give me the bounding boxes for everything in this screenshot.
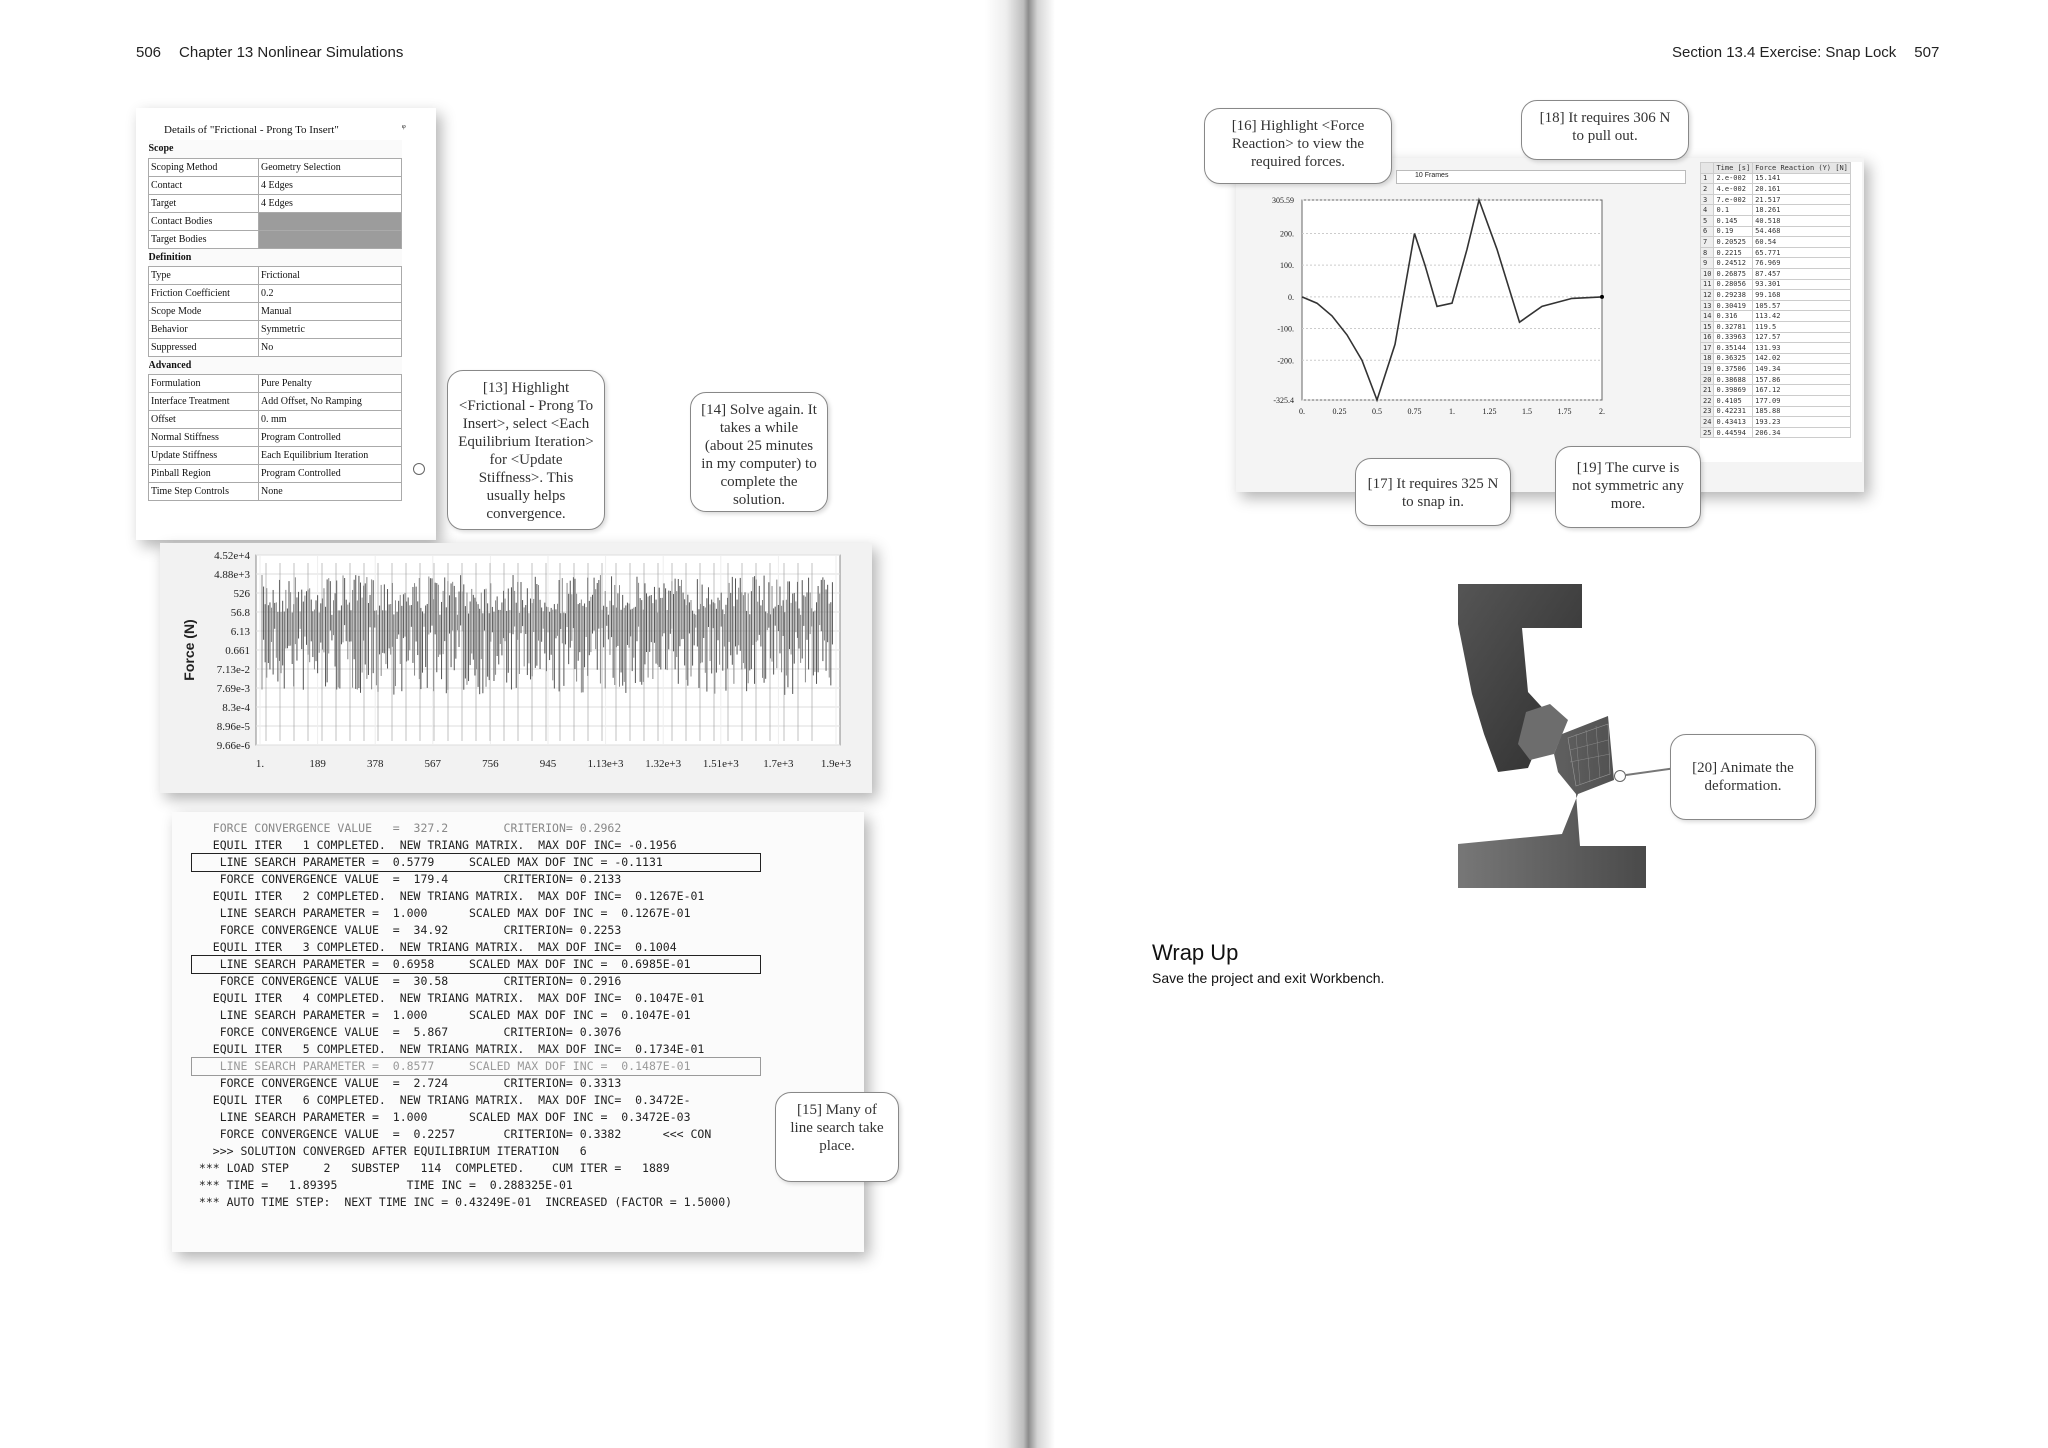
details-key: Contact: [149, 176, 259, 194]
tabular-data: [1700, 162, 1862, 462]
conv-y-tick: 8.96e-5: [216, 721, 250, 733]
details-row[interactable]: [149, 410, 402, 428]
details-table: [148, 140, 402, 501]
details-key: Pinball Region: [149, 464, 259, 482]
tabular-cell: 22: [1701, 396, 1714, 407]
tabular-cell: 8: [1701, 247, 1714, 258]
tabular-cell: 177.09: [1753, 396, 1851, 407]
details-title: Details of "Frictional - Prong To Insert": [164, 124, 339, 136]
tabular-cell: 167.12: [1753, 385, 1851, 396]
conv-x-tick: 189: [309, 758, 326, 770]
group-name: Advanced: [149, 356, 402, 374]
details-key: Contact Bodies: [149, 212, 259, 230]
tabular-cell: 21.517: [1753, 194, 1851, 205]
frames-label: 10 Frames: [1415, 172, 1449, 179]
solver-line: EQUIL ITER 6 COMPLETED. NEW TRIANG MATRIX. MAX DOF INC= 0.3472E-: [192, 1093, 691, 1107]
callout-14: [14] Solve again. It takes a while (about 25 minutes in my computer) to complete the solution.: [690, 392, 828, 512]
tabular-cell: 7.e-002: [1714, 194, 1753, 205]
tabular-cell: 20.161: [1753, 184, 1851, 195]
tabular-cell: 0.33963: [1714, 332, 1753, 343]
tabular-cell: 3: [1701, 194, 1714, 205]
tabular-row[interactable]: [1701, 417, 1851, 428]
tabular-cell: 157.86: [1753, 374, 1851, 385]
solver-output-panel: [172, 812, 864, 1252]
details-key: Normal Stiffness: [149, 428, 259, 446]
callout-17: [17] It requires 325 N to snap in.: [1355, 458, 1511, 526]
solver-line: EQUIL ITER 3 COMPLETED. NEW TRIANG MATRIX. MAX DOF INC= 0.1004: [192, 940, 677, 954]
solver-line: FORCE CONVERGENCE VALUE = 30.58 CRITERION= 0.2916: [192, 974, 622, 988]
details-key: Friction Coefficient: [149, 284, 259, 302]
tabular-cell: 0.20525: [1714, 237, 1753, 248]
details-row[interactable]: [149, 230, 402, 248]
callout-20: [20] Animate the deformation.: [1670, 734, 1816, 820]
tabular-cell: 0.24512: [1714, 258, 1753, 269]
tabular-cell: 0.39869: [1714, 385, 1753, 396]
conv-y-tick: 7.13e-2: [216, 664, 250, 676]
tabular-cell: 18: [1701, 353, 1714, 364]
callout-13: [13] Highlight <Frictional - Prong To Insert>, select <Each Equilibrium Iteration> for <Update Stiffness>. This usually helps convergence.: [447, 370, 605, 530]
tabular-cell: 15: [1701, 321, 1714, 332]
tabular-cell: 21: [1701, 385, 1714, 396]
tabular-row[interactable]: [1701, 173, 1851, 184]
solver-line: EQUIL ITER 5 COMPLETED. NEW TRIANG MATRIX. MAX DOF INC= 0.1734E-01: [192, 1042, 705, 1056]
force-x-tick: 1.75: [1557, 407, 1572, 416]
details-value[interactable]: Frictional: [259, 266, 402, 284]
force-y-tick: 305.59: [1272, 196, 1294, 205]
details-row[interactable]: [149, 320, 402, 338]
details-row[interactable]: [149, 464, 402, 482]
details-key: Behavior: [149, 320, 259, 338]
snap-lock-deformation-image: [1458, 584, 1646, 888]
tabular-cell: 2.e-002: [1714, 173, 1753, 184]
tabular-row[interactable]: [1701, 237, 1851, 248]
force-x-tick: 0.25: [1332, 407, 1347, 416]
tabular-row[interactable]: [1701, 205, 1851, 216]
left-page-number: 506: [136, 44, 162, 61]
tabular-cell: 149.34: [1753, 364, 1851, 375]
tabular-cell: 131.93: [1753, 343, 1851, 354]
details-value[interactable]: Symmetric: [259, 320, 402, 338]
tabular-cell: 0.36325: [1714, 353, 1753, 364]
callout-19: [19] The curve is not symmetric any more.: [1555, 446, 1701, 528]
tabular-cell: 12: [1701, 290, 1714, 301]
details-key: Type: [149, 266, 259, 284]
tabular-cell: 0.37506: [1714, 364, 1753, 375]
tabular-cell: 119.5: [1753, 321, 1851, 332]
tabular-cell: 19: [1701, 364, 1714, 375]
details-value[interactable]: None: [259, 482, 402, 500]
conv-y-tick: 8.3e-4: [222, 702, 250, 714]
pin-icon[interactable]: ᵠ: [402, 122, 406, 134]
tabular-row[interactable]: [1701, 385, 1851, 396]
tabular-cell: 10: [1701, 268, 1714, 279]
tabular-cell: 4.e-002: [1714, 184, 1753, 195]
force-x-tick: 1.: [1449, 407, 1455, 416]
tabular-cell: 1: [1701, 173, 1714, 184]
tabular-cell: 76.969: [1753, 258, 1851, 269]
conv-x-tick: 1.51e+3: [702, 758, 739, 770]
conv-x-tick: 1.32e+3: [645, 758, 682, 770]
tabular-row[interactable]: [1701, 311, 1851, 322]
solver-line: EQUIL ITER 1 COMPLETED. NEW TRIANG MATRIX. MAX DOF INC= -0.1956: [192, 838, 677, 852]
tabular-cell: 23: [1701, 406, 1714, 417]
tabular-cell: 0.145: [1714, 215, 1753, 226]
solver-line: FORCE CONVERGENCE VALUE = 327.2 CRITERION= 0.2962: [192, 821, 622, 835]
details-key: Target: [149, 194, 259, 212]
details-row[interactable]: [149, 428, 402, 446]
tabular-cell: 65.771: [1753, 247, 1851, 258]
details-row[interactable]: [149, 212, 402, 230]
tabular-cell: 193.23: [1753, 417, 1851, 428]
tabular-row[interactable]: [1701, 290, 1851, 301]
solver-line: *** AUTO TIME STEP: NEXT TIME INC = 0.43249E-01 INCREASED (FACTOR = 1.5000): [192, 1195, 733, 1209]
solver-line: LINE SEARCH PARAMETER = 0.6958 SCALED MAX DOF INC = 0.6985E-01: [192, 956, 760, 973]
tabular-cell: 93.301: [1753, 279, 1851, 290]
details-row[interactable]: [149, 338, 402, 356]
tabular-row[interactable]: [1701, 364, 1851, 375]
tabular-cell: 0.32781: [1714, 321, 1753, 332]
details-key: Formulation: [149, 374, 259, 392]
solver-line: FORCE CONVERGENCE VALUE = 179.4 CRITERION= 0.2133: [192, 872, 622, 886]
tabular-row[interactable]: [1701, 332, 1851, 343]
tabular-cell: 14: [1701, 311, 1714, 322]
tabular-data-table: [1700, 162, 1851, 438]
force-x-tick: 1.25: [1482, 407, 1497, 416]
conv-x-tick: 756: [482, 758, 499, 770]
tabular-cell: 24: [1701, 417, 1714, 428]
tabular-row[interactable]: [1701, 321, 1851, 332]
details-value[interactable]: Program Controlled: [259, 428, 402, 446]
details-value[interactable]: 0. mm: [259, 410, 402, 428]
force-y-tick: 0.: [1288, 292, 1294, 302]
tabular-cell: 0.35144: [1714, 343, 1753, 354]
group-name: Definition: [149, 248, 402, 266]
details-row[interactable]: [149, 284, 402, 302]
conv-x-tick: 945: [539, 758, 557, 770]
details-group-header[interactable]: [149, 248, 402, 266]
tabular-cell: 25: [1701, 427, 1714, 438]
tabular-cell: 13: [1701, 300, 1714, 311]
conv-y-tick: 56.8: [230, 607, 250, 619]
tabular-cell: 0.44594: [1714, 427, 1753, 438]
tabular-cell: 4: [1701, 205, 1714, 216]
details-key: Time Step Controls: [149, 482, 259, 500]
tabular-header-cell: Time [s]: [1714, 163, 1753, 174]
conv-y-tick: 526: [233, 588, 250, 600]
tabular-cell: 99.168: [1753, 290, 1851, 301]
conv-y-tick: 6.13: [230, 626, 250, 638]
conv-x-tick: 1.: [255, 758, 265, 770]
tabular-cell: 7: [1701, 237, 1714, 248]
tabular-row[interactable]: [1701, 353, 1851, 364]
tabular-cell: 9: [1701, 258, 1714, 269]
solver-line: LINE SEARCH PARAMETER = 0.5779 SCALED MAX DOF INC = -0.1131: [192, 854, 760, 871]
tabular-cell: 16: [1701, 332, 1714, 343]
tabular-row[interactable]: [1701, 279, 1851, 290]
tabular-row[interactable]: [1701, 226, 1851, 237]
force-end-marker: [1600, 295, 1604, 299]
details-key: Scope Mode: [149, 302, 259, 320]
details-value[interactable]: 0.2: [259, 284, 402, 302]
details-value[interactable]: Add Offset, No Ramping: [259, 392, 402, 410]
tabular-cell: 40.518: [1753, 215, 1851, 226]
details-row[interactable]: [149, 374, 402, 392]
tabular-cell: 113.42: [1753, 311, 1851, 322]
tabular-cell: 0.316: [1714, 311, 1753, 322]
tabular-row[interactable]: [1701, 215, 1851, 226]
force-y-tick: 200.: [1280, 229, 1294, 239]
tabular-cell: 11: [1701, 279, 1714, 290]
callout-18: [18] It requires 306 N to pull out.: [1521, 100, 1689, 160]
convergence-chart: [160, 543, 872, 793]
tabular-cell: 142.02: [1753, 353, 1851, 364]
conv-x-tick: 1.13e+3: [587, 758, 624, 770]
tabular-cell: 0.2215: [1714, 247, 1753, 258]
tabular-cell: 0.30419: [1714, 300, 1753, 311]
force-x-tick: 0.: [1299, 407, 1305, 416]
book-spine: [985, 0, 1055, 1448]
details-row[interactable]: [149, 446, 402, 464]
force-x-tick: 2.: [1599, 407, 1605, 416]
frames-dropdown[interactable]: [1396, 170, 1686, 184]
solver-line: LINE SEARCH PARAMETER = 0.8577 SCALED MAX DOF INC = 0.1487E-01: [192, 1058, 760, 1075]
solver-line: FORCE CONVERGENCE VALUE = 34.92 CRITERION= 0.2253: [192, 923, 622, 937]
solver-output-text: [192, 820, 864, 1211]
details-row[interactable]: [149, 302, 402, 320]
tabular-row[interactable]: [1701, 300, 1851, 311]
details-key: Update Stiffness: [149, 446, 259, 464]
force-y-tick: -100.: [1277, 324, 1294, 334]
solver-line: LINE SEARCH PARAMETER = 1.000 SCALED MAX DOF INC = 0.3472E-03: [192, 1110, 691, 1124]
tabular-cell: 60.54: [1753, 237, 1851, 248]
tabular-cell: 0.42231: [1714, 406, 1753, 417]
conv-x-tick: 1.9e+3: [820, 758, 852, 770]
details-row[interactable]: [149, 392, 402, 410]
force-reaction-chart: [1236, 186, 1696, 486]
solver-line: LINE SEARCH PARAMETER = 1.000 SCALED MAX DOF INC = 0.1267E-01: [192, 906, 691, 920]
tabular-row[interactable]: [1701, 258, 1851, 269]
callout-anchor-13: [413, 463, 425, 475]
details-group-header[interactable]: [149, 356, 402, 374]
section-title: Section 13.4 Exercise: Snap Lock: [1672, 44, 1897, 61]
details-key: Interface Treatment: [149, 392, 259, 410]
details-row[interactable]: [149, 194, 402, 212]
tabular-cell: 0.29238: [1714, 290, 1753, 301]
tabular-cell: 6: [1701, 226, 1714, 237]
tabular-cell: 17: [1701, 343, 1714, 354]
force-y-tick: -200.: [1277, 356, 1294, 366]
details-key: Suppressed: [149, 338, 259, 356]
callout-anchor-20: [1614, 770, 1626, 782]
chapter-title: Chapter 13 Nonlinear Simulations: [179, 44, 404, 61]
tabular-cell: 20: [1701, 374, 1714, 385]
force-y-tick: -325.4: [1273, 396, 1294, 405]
tabular-cell: 0.28056: [1714, 279, 1753, 290]
tabular-cell: 5: [1701, 215, 1714, 226]
solver-line: FORCE CONVERGENCE VALUE = 0.2257 CRITERION= 0.3382 <<< CON: [192, 1127, 712, 1141]
details-row[interactable]: [149, 176, 402, 194]
tabular-cell: 18.261: [1753, 205, 1851, 216]
force-x-tick: 1.5: [1522, 407, 1532, 416]
tabular-cell: 127.57: [1753, 332, 1851, 343]
details-value[interactable]: [259, 212, 402, 230]
conv-y-tick: 4.88e+3: [214, 569, 250, 581]
solver-line: EQUIL ITER 4 COMPLETED. NEW TRIANG MATRIX. MAX DOF INC= 0.1047E-01: [192, 991, 705, 1005]
tabular-cell: 0.43413: [1714, 417, 1753, 428]
tabular-row[interactable]: [1701, 194, 1851, 205]
tabular-cell: 0.4105: [1714, 396, 1753, 407]
tabular-row[interactable]: [1701, 343, 1851, 354]
group-name: Scope: [149, 140, 402, 158]
details-row[interactable]: [149, 482, 402, 500]
details-value[interactable]: Each Equilibrium Iteration: [259, 446, 402, 464]
tabular-cell: 2: [1701, 184, 1714, 195]
wrap-up-heading: Wrap Up: [1152, 940, 1239, 965]
force-x-tick: 0.5: [1372, 407, 1382, 416]
force-y-tick: 100.: [1280, 261, 1294, 271]
conv-x-tick: 567: [424, 758, 442, 770]
details-row[interactable]: [149, 158, 402, 176]
tabular-cell: 206.34: [1753, 427, 1851, 438]
callout-15: [15] Many of line search take place.: [775, 1092, 899, 1182]
conv-x-tick: 1.7e+3: [763, 758, 794, 770]
tabular-cell: 0.19: [1714, 226, 1753, 237]
tabular-cell: 15.141: [1753, 173, 1851, 184]
force-x-tick: 0.75: [1407, 407, 1422, 416]
solver-line: FORCE CONVERGENCE VALUE = 2.724 CRITERION= 0.3313: [192, 1076, 622, 1090]
wrap-up-text: Save the project and exit Workbench.: [1152, 970, 1385, 986]
tabular-cell: 54.468: [1753, 226, 1851, 237]
tabular-cell: 0.26875: [1714, 268, 1753, 279]
conv-y-tick: 7.69e-3: [216, 683, 250, 695]
force-reaction-panel: [1236, 158, 1864, 492]
right-running-header: [1672, 44, 1939, 61]
conv-y-axis-label: Force (N): [181, 619, 197, 681]
details-value[interactable]: Geometry Selection: [259, 158, 402, 176]
details-value[interactable]: Program Controlled: [259, 464, 402, 482]
tabular-row[interactable]: [1701, 406, 1851, 417]
solver-line: LINE SEARCH PARAMETER = 1.000 SCALED MAX DOF INC = 0.1047E-01: [192, 1008, 691, 1022]
solver-line: FORCE CONVERGENCE VALUE = 5.867 CRITERION= 0.3076: [192, 1025, 622, 1039]
tabular-cell: 0.1: [1714, 205, 1753, 216]
details-group-header[interactable]: [149, 140, 402, 158]
right-page-number: 507: [1914, 44, 1940, 61]
left-running-header: [136, 44, 403, 61]
tabular-row[interactable]: [1701, 268, 1851, 279]
details-value[interactable]: No: [259, 338, 402, 356]
tabular-row[interactable]: [1701, 374, 1851, 385]
details-value[interactable]: 4 Edges: [259, 176, 402, 194]
tabular-row[interactable]: [1701, 247, 1851, 258]
tabular-cell: 87.457: [1753, 268, 1851, 279]
conv-y-tick: 9.66e-6: [216, 740, 250, 752]
solver-line: EQUIL ITER 2 COMPLETED. NEW TRIANG MATRIX. MAX DOF INC= 0.1267E-01: [192, 889, 705, 903]
details-key: Target Bodies: [149, 230, 259, 248]
tabular-row[interactable]: [1701, 427, 1851, 438]
details-value[interactable]: [259, 230, 402, 248]
details-title-bar: [136, 108, 436, 140]
tabular-cell: 185.88: [1753, 406, 1851, 417]
tabular-row[interactable]: [1701, 396, 1851, 407]
details-key: Scoping Method: [149, 158, 259, 176]
details-row[interactable]: [149, 266, 402, 284]
details-value[interactable]: Manual: [259, 302, 402, 320]
details-value[interactable]: Pure Penalty: [259, 374, 402, 392]
conv-x-tick: 378: [366, 758, 384, 770]
details-value[interactable]: 4 Edges: [259, 194, 402, 212]
details-key: Offset: [149, 410, 259, 428]
convergence-chart-panel: [160, 543, 872, 793]
conv-y-tick: 4.52e+4: [214, 550, 250, 562]
tabular-header-row: [1701, 163, 1851, 174]
solver-line: *** LOAD STEP 2 SUBSTEP 114 COMPLETED. CUM ITER = 1889: [192, 1161, 670, 1175]
tabular-header-cell: Force Reaction (Y) [N]: [1753, 163, 1851, 174]
details-panel: [136, 108, 436, 540]
tabular-header-cell: [1701, 163, 1714, 174]
conv-y-tick: 0.661: [225, 645, 250, 657]
tabular-row[interactable]: [1701, 184, 1851, 195]
tabular-cell: 105.57: [1753, 300, 1851, 311]
callout-16: [16] Highlight <Force Reaction> to view the required forces.: [1204, 108, 1392, 184]
solver-line: >>> SOLUTION CONVERGED AFTER EQUILIBRIUM ITERATION 6: [192, 1144, 587, 1158]
tabular-cell: 0.38688: [1714, 374, 1753, 385]
solver-line: *** TIME = 1.89395 TIME INC = 0.288325E-01: [192, 1178, 573, 1192]
